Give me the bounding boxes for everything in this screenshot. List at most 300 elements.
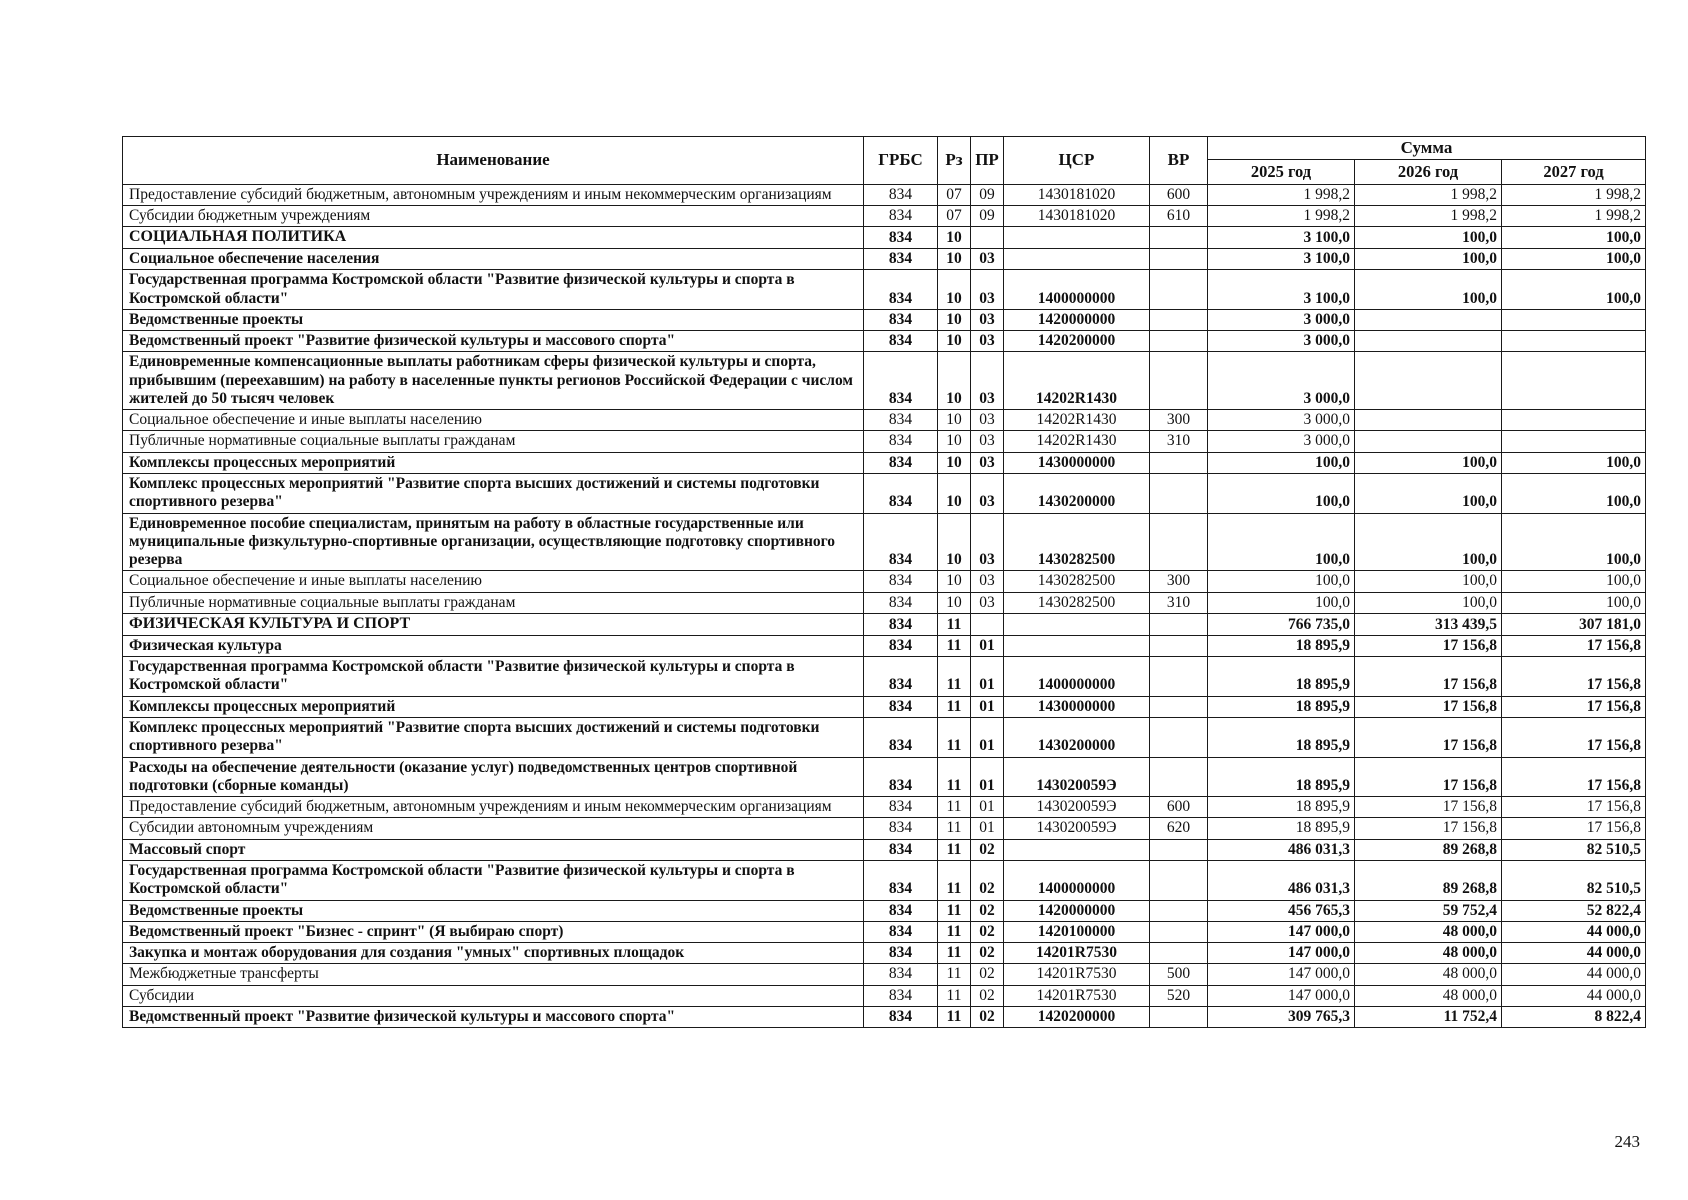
cell-name: Предоставление субсидий бюджетным, автономным учреждениям и иным некоммерческим организациям [123, 797, 864, 818]
cell-csr: 1430200000 [1004, 718, 1150, 758]
budget-table [122, 136, 1646, 1028]
cell-csr: 14201R7530 [1004, 964, 1150, 985]
cell-2027: 17 156,8 [1502, 718, 1646, 758]
cell-pr: 02 [971, 900, 1004, 921]
cell-2026 [1355, 309, 1502, 330]
cell-rz: 11 [938, 818, 971, 839]
table-row [123, 860, 1646, 900]
cell-rz: 07 [938, 205, 971, 226]
cell-2025: 3 000,0 [1208, 352, 1355, 410]
cell-rz: 10 [938, 248, 971, 269]
cell-2027: 44 000,0 [1502, 964, 1646, 985]
cell-rz: 11 [938, 985, 971, 1006]
cell-2026: 100,0 [1355, 248, 1502, 269]
cell-name: Массовый спорт [123, 839, 864, 860]
cell-name: Ведомственные проекты [123, 309, 864, 330]
cell-csr: 1420100000 [1004, 921, 1150, 942]
table-row [123, 614, 1646, 636]
cell-rz: 10 [938, 410, 971, 431]
cell-2026 [1355, 331, 1502, 352]
cell-vr [1150, 270, 1208, 310]
cell-vr: 600 [1150, 797, 1208, 818]
cell-2027: 307 181,0 [1502, 614, 1646, 636]
table-row [123, 331, 1646, 352]
cell-grbs: 834 [864, 474, 938, 514]
table-body [123, 184, 1646, 1028]
cell-vr [1150, 943, 1208, 964]
cell-rz: 11 [938, 657, 971, 697]
table-row [123, 696, 1646, 717]
cell-2025: 100,0 [1208, 592, 1355, 613]
cell-2027: 1 998,2 [1502, 205, 1646, 226]
cell-grbs: 834 [864, 1006, 938, 1027]
table-row [123, 452, 1646, 473]
cell-pr: 02 [971, 839, 1004, 860]
cell-vr [1150, 513, 1208, 571]
cell-2026: 1 998,2 [1355, 184, 1502, 205]
cell-pr: 03 [971, 474, 1004, 514]
cell-grbs: 834 [864, 860, 938, 900]
cell-pr: 01 [971, 818, 1004, 839]
cell-pr: 03 [971, 513, 1004, 571]
cell-2026: 100,0 [1355, 452, 1502, 473]
header-sum: Сумма [1208, 137, 1646, 160]
cell-2027: 82 510,5 [1502, 860, 1646, 900]
cell-vr [1150, 352, 1208, 410]
cell-csr [1004, 248, 1150, 269]
cell-rz: 11 [938, 635, 971, 656]
cell-vr [1150, 921, 1208, 942]
cell-grbs: 834 [864, 614, 938, 636]
cell-rz: 10 [938, 474, 971, 514]
cell-name: Субсидии бюджетным учреждениям [123, 205, 864, 226]
cell-2026: 17 156,8 [1355, 818, 1502, 839]
cell-pr: 09 [971, 205, 1004, 226]
header-pr: ПР [971, 137, 1004, 185]
cell-csr: 1420000000 [1004, 309, 1150, 330]
cell-name: Государственная программа Костромской области "Развитие физической культуры и спорта в Костромской области" [123, 860, 864, 900]
cell-pr: 03 [971, 248, 1004, 269]
cell-csr: 14202R1430 [1004, 431, 1150, 452]
table-row [123, 352, 1646, 410]
cell-csr [1004, 227, 1150, 249]
cell-rz: 11 [938, 900, 971, 921]
cell-grbs: 834 [864, 718, 938, 758]
cell-grbs: 834 [864, 818, 938, 839]
cell-name: Субсидии [123, 985, 864, 1006]
cell-2025: 486 031,3 [1208, 860, 1355, 900]
cell-rz: 10 [938, 227, 971, 249]
cell-name: Предоставление субсидий бюджетным, автономным учреждениям и иным некоммерческим организациям [123, 184, 864, 205]
cell-2026: 48 000,0 [1355, 964, 1502, 985]
cell-pr: 02 [971, 943, 1004, 964]
cell-pr: 03 [971, 270, 1004, 310]
cell-vr [1150, 718, 1208, 758]
cell-rz: 11 [938, 839, 971, 860]
cell-2025: 3 100,0 [1208, 227, 1355, 249]
cell-2025: 147 000,0 [1208, 943, 1355, 964]
table-row [123, 410, 1646, 431]
cell-name: Расходы на обеспечение деятельности (оказание услуг) подведомственных центров спортивной подготовки (сборные команды) [123, 757, 864, 797]
cell-2027: 82 510,5 [1502, 839, 1646, 860]
cell-rz: 10 [938, 270, 971, 310]
cell-2025: 18 895,9 [1208, 696, 1355, 717]
cell-2026: 48 000,0 [1355, 921, 1502, 942]
cell-rz: 11 [938, 696, 971, 717]
cell-2027 [1502, 309, 1646, 330]
cell-2026 [1355, 431, 1502, 452]
cell-grbs: 834 [864, 797, 938, 818]
table-row [123, 943, 1646, 964]
table-row [123, 227, 1646, 249]
cell-vr: 310 [1150, 431, 1208, 452]
cell-2027 [1502, 352, 1646, 410]
cell-pr: 03 [971, 331, 1004, 352]
cell-2026: 89 268,8 [1355, 860, 1502, 900]
cell-csr: 14201R7530 [1004, 985, 1150, 1006]
cell-rz: 11 [938, 1006, 971, 1027]
cell-2026: 11 752,4 [1355, 1006, 1502, 1027]
cell-2025: 3 000,0 [1208, 309, 1355, 330]
table-row [123, 757, 1646, 797]
cell-name: СОЦИАЛЬНАЯ ПОЛИТИКА [123, 227, 864, 249]
cell-name: Социальное обеспечение и иные выплаты населению [123, 571, 864, 592]
cell-pr [971, 614, 1004, 636]
cell-name: Социальное обеспечение населения [123, 248, 864, 269]
cell-csr: 1400000000 [1004, 270, 1150, 310]
cell-name: Единовременные компенсационные выплаты работникам сферы физической культуры и спорта, прибывшим (переехавшим) на работу в населенные пункты регионов Российской Федерации с числом жителей до 50 тысяч человек [123, 352, 864, 410]
cell-vr: 600 [1150, 184, 1208, 205]
cell-2025: 766 735,0 [1208, 614, 1355, 636]
table-header [123, 137, 1646, 185]
cell-pr: 01 [971, 757, 1004, 797]
cell-2026: 59 752,4 [1355, 900, 1502, 921]
cell-pr [971, 227, 1004, 249]
cell-rz: 11 [938, 718, 971, 758]
cell-2026: 1 998,2 [1355, 205, 1502, 226]
table-row [123, 474, 1646, 514]
cell-name: Публичные нормативные социальные выплаты гражданам [123, 431, 864, 452]
cell-rz: 11 [938, 614, 971, 636]
cell-2026: 17 156,8 [1355, 657, 1502, 697]
cell-pr: 03 [971, 352, 1004, 410]
cell-2025: 1 998,2 [1208, 184, 1355, 205]
cell-2027: 100,0 [1502, 513, 1646, 571]
cell-name: Государственная программа Костромской области "Развитие физической культуры и спорта в Костромской области" [123, 657, 864, 697]
cell-name: Закупка и монтаж оборудования для создания "умных" спортивных площадок [123, 943, 864, 964]
cell-vr: 300 [1150, 410, 1208, 431]
cell-name: Комплекс процессных мероприятий "Развитие спорта высших достижений и системы подготовки спортивного резерва" [123, 474, 864, 514]
cell-pr: 01 [971, 696, 1004, 717]
cell-rz: 11 [938, 943, 971, 964]
cell-2026: 48 000,0 [1355, 943, 1502, 964]
cell-pr: 03 [971, 452, 1004, 473]
cell-csr: 1420000000 [1004, 900, 1150, 921]
cell-name: Ведомственный проект "Бизнес - спринт" (Я выбираю спорт) [123, 921, 864, 942]
cell-grbs: 834 [864, 410, 938, 431]
cell-2027: 100,0 [1502, 474, 1646, 514]
cell-csr: 1420200000 [1004, 331, 1150, 352]
cell-name: Ведомственный проект "Развитие физической культуры и массового спорта" [123, 1006, 864, 1027]
cell-2027: 100,0 [1502, 270, 1646, 310]
cell-2026 [1355, 410, 1502, 431]
cell-vr [1150, 657, 1208, 697]
cell-2026: 100,0 [1355, 227, 1502, 249]
cell-2025: 18 895,9 [1208, 635, 1355, 656]
cell-2026: 17 156,8 [1355, 635, 1502, 656]
cell-rz: 10 [938, 331, 971, 352]
cell-2027: 17 156,8 [1502, 635, 1646, 656]
table-row [123, 635, 1646, 656]
cell-2027: 44 000,0 [1502, 921, 1646, 942]
cell-2027: 17 156,8 [1502, 696, 1646, 717]
cell-rz: 10 [938, 513, 971, 571]
cell-2026: 100,0 [1355, 270, 1502, 310]
table-row [123, 985, 1646, 1006]
cell-pr: 02 [971, 860, 1004, 900]
cell-name: Государственная программа Костромской области "Развитие физической культуры и спорта в Костромской области" [123, 270, 864, 310]
cell-grbs: 834 [864, 205, 938, 226]
cell-vr [1150, 248, 1208, 269]
cell-2027 [1502, 331, 1646, 352]
cell-2025: 3 000,0 [1208, 331, 1355, 352]
cell-csr [1004, 614, 1150, 636]
table-row [123, 718, 1646, 758]
cell-csr: 1400000000 [1004, 657, 1150, 697]
cell-name: Ведомственный проект "Развитие физической культуры и массового спорта" [123, 331, 864, 352]
cell-rz: 10 [938, 592, 971, 613]
cell-name: Публичные нормативные социальные выплаты гражданам [123, 592, 864, 613]
cell-vr: 500 [1150, 964, 1208, 985]
cell-2027 [1502, 431, 1646, 452]
cell-2026: 17 156,8 [1355, 757, 1502, 797]
cell-pr: 01 [971, 635, 1004, 656]
table-row [123, 309, 1646, 330]
table-row [123, 900, 1646, 921]
cell-name: Субсидии автономным учреждениям [123, 818, 864, 839]
cell-csr: 14201R7530 [1004, 943, 1150, 964]
cell-2025: 18 895,9 [1208, 718, 1355, 758]
cell-rz: 10 [938, 309, 971, 330]
cell-vr [1150, 1006, 1208, 1027]
cell-vr [1150, 696, 1208, 717]
cell-pr: 09 [971, 184, 1004, 205]
header-vr: ВР [1150, 137, 1208, 185]
cell-grbs: 834 [864, 921, 938, 942]
cell-pr: 01 [971, 657, 1004, 697]
cell-vr [1150, 227, 1208, 249]
cell-2025: 3 000,0 [1208, 410, 1355, 431]
cell-2026: 89 268,8 [1355, 839, 1502, 860]
table-row [123, 431, 1646, 452]
cell-vr [1150, 900, 1208, 921]
header-grbs: ГРБС [864, 137, 938, 185]
cell-pr: 01 [971, 718, 1004, 758]
cell-pr: 02 [971, 964, 1004, 985]
cell-name: Ведомственные проекты [123, 900, 864, 921]
cell-rz: 10 [938, 352, 971, 410]
cell-2025: 147 000,0 [1208, 964, 1355, 985]
cell-rz: 10 [938, 452, 971, 473]
header-name: Наименование [123, 137, 864, 185]
cell-grbs: 834 [864, 839, 938, 860]
cell-vr: 300 [1150, 571, 1208, 592]
cell-pr: 03 [971, 410, 1004, 431]
cell-csr: 1430282500 [1004, 592, 1150, 613]
cell-vr: 520 [1150, 985, 1208, 1006]
cell-2025: 100,0 [1208, 474, 1355, 514]
cell-name: Физическая культура [123, 635, 864, 656]
cell-2025: 3 100,0 [1208, 248, 1355, 269]
cell-grbs: 834 [864, 513, 938, 571]
cell-vr [1150, 331, 1208, 352]
cell-csr: 1400000000 [1004, 860, 1150, 900]
cell-csr: 143020059Э [1004, 757, 1150, 797]
cell-2026: 313 439,5 [1355, 614, 1502, 636]
cell-2025: 18 895,9 [1208, 797, 1355, 818]
cell-2025: 18 895,9 [1208, 818, 1355, 839]
cell-2027: 17 156,8 [1502, 797, 1646, 818]
cell-2027: 44 000,0 [1502, 985, 1646, 1006]
cell-rz: 11 [938, 964, 971, 985]
cell-grbs: 834 [864, 352, 938, 410]
cell-2026: 100,0 [1355, 571, 1502, 592]
cell-csr: 1430000000 [1004, 696, 1150, 717]
cell-rz: 11 [938, 860, 971, 900]
cell-2025: 100,0 [1208, 513, 1355, 571]
cell-rz: 11 [938, 797, 971, 818]
cell-csr: 1420200000 [1004, 1006, 1150, 1027]
cell-2026: 100,0 [1355, 474, 1502, 514]
cell-2027: 1 998,2 [1502, 184, 1646, 205]
cell-2025: 1 998,2 [1208, 205, 1355, 226]
header-rz: Рз [938, 137, 971, 185]
cell-2027: 44 000,0 [1502, 943, 1646, 964]
cell-name: Социальное обеспечение и иные выплаты населению [123, 410, 864, 431]
cell-csr: 1430282500 [1004, 513, 1150, 571]
cell-2027: 100,0 [1502, 571, 1646, 592]
cell-csr: 1430181020 [1004, 184, 1150, 205]
cell-pr: 03 [971, 571, 1004, 592]
cell-csr: 143020059Э [1004, 797, 1150, 818]
cell-2027: 100,0 [1502, 227, 1646, 249]
table-row [123, 513, 1646, 571]
cell-2025: 18 895,9 [1208, 657, 1355, 697]
cell-csr [1004, 635, 1150, 656]
table-row [123, 964, 1646, 985]
table-row [123, 1006, 1646, 1027]
cell-vr [1150, 309, 1208, 330]
cell-grbs: 834 [864, 452, 938, 473]
cell-pr: 01 [971, 797, 1004, 818]
cell-2027: 52 822,4 [1502, 900, 1646, 921]
cell-2025: 18 895,9 [1208, 757, 1355, 797]
cell-csr: 1430200000 [1004, 474, 1150, 514]
cell-name: Межбюджетные трансферты [123, 964, 864, 985]
cell-vr [1150, 860, 1208, 900]
cell-csr [1004, 839, 1150, 860]
cell-pr: 03 [971, 431, 1004, 452]
cell-2026: 100,0 [1355, 592, 1502, 613]
cell-grbs: 834 [864, 757, 938, 797]
cell-pr: 02 [971, 921, 1004, 942]
cell-vr [1150, 757, 1208, 797]
cell-2027: 8 822,4 [1502, 1006, 1646, 1027]
cell-grbs: 834 [864, 270, 938, 310]
cell-2025: 3 000,0 [1208, 431, 1355, 452]
cell-vr [1150, 474, 1208, 514]
cell-name: Единовременное пособие специалистам, принятым на работу в областные государственные или муниципальные физкультурно-спортивные организации, осуществляющие подготовку спортивного резерва [123, 513, 864, 571]
table-row [123, 205, 1646, 226]
cell-grbs: 834 [864, 184, 938, 205]
header-2027: 2027 год [1502, 160, 1646, 184]
cell-2027: 17 156,8 [1502, 818, 1646, 839]
cell-vr: 610 [1150, 205, 1208, 226]
cell-grbs: 834 [864, 943, 938, 964]
cell-2026: 100,0 [1355, 513, 1502, 571]
table-row [123, 571, 1646, 592]
cell-csr: 14202R1430 [1004, 410, 1150, 431]
cell-2025: 100,0 [1208, 571, 1355, 592]
cell-2027: 17 156,8 [1502, 757, 1646, 797]
cell-2026: 17 156,8 [1355, 696, 1502, 717]
cell-2025: 147 000,0 [1208, 985, 1355, 1006]
cell-2026 [1355, 352, 1502, 410]
cell-grbs: 834 [864, 431, 938, 452]
cell-csr: 143020059Э [1004, 818, 1150, 839]
cell-grbs: 834 [864, 657, 938, 697]
page-number: 243 [1614, 1132, 1640, 1151]
cell-2025: 100,0 [1208, 452, 1355, 473]
cell-pr: 03 [971, 592, 1004, 613]
cell-grbs: 834 [864, 592, 938, 613]
cell-csr: 1430282500 [1004, 571, 1150, 592]
cell-vr: 620 [1150, 818, 1208, 839]
cell-rz: 11 [938, 921, 971, 942]
cell-name: Комплексы процессных мероприятий [123, 452, 864, 473]
table-row [123, 921, 1646, 942]
cell-2025: 456 765,3 [1208, 900, 1355, 921]
table-row [123, 592, 1646, 613]
cell-grbs: 834 [864, 635, 938, 656]
table-row [123, 270, 1646, 310]
cell-csr: 1430181020 [1004, 205, 1150, 226]
header-2026: 2026 год [1355, 160, 1502, 184]
cell-2025: 486 031,3 [1208, 839, 1355, 860]
cell-rz: 07 [938, 184, 971, 205]
cell-rz: 10 [938, 431, 971, 452]
cell-2027: 17 156,8 [1502, 657, 1646, 697]
cell-grbs: 834 [864, 900, 938, 921]
table-row [123, 184, 1646, 205]
cell-grbs: 834 [864, 309, 938, 330]
cell-2026: 17 156,8 [1355, 718, 1502, 758]
cell-2027 [1502, 410, 1646, 431]
cell-rz: 11 [938, 757, 971, 797]
cell-grbs: 834 [864, 696, 938, 717]
cell-pr: 02 [971, 985, 1004, 1006]
cell-pr: 02 [971, 1006, 1004, 1027]
cell-vr [1150, 839, 1208, 860]
cell-grbs: 834 [864, 227, 938, 249]
cell-rz: 10 [938, 571, 971, 592]
cell-2025: 3 100,0 [1208, 270, 1355, 310]
header-2025: 2025 год [1208, 160, 1355, 184]
cell-grbs: 834 [864, 571, 938, 592]
cell-grbs: 834 [864, 331, 938, 352]
cell-vr [1150, 452, 1208, 473]
cell-2025: 309 765,3 [1208, 1006, 1355, 1027]
